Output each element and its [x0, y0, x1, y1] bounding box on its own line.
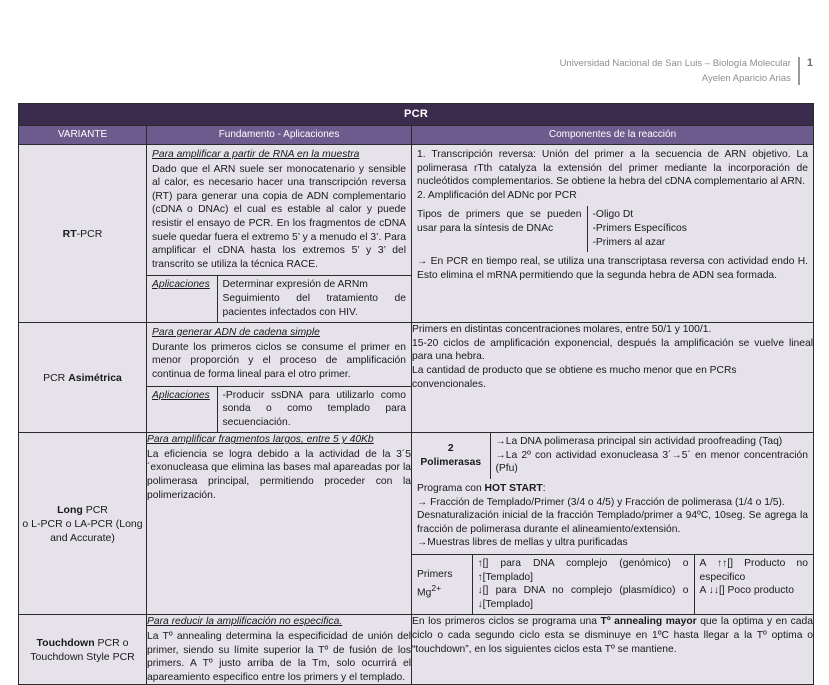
primers-tipos-row	[412, 206, 813, 252]
polimerasas-subtable	[412, 433, 813, 479]
variant-prefix: RT	[62, 227, 77, 240]
pcr-table-wrapper	[18, 103, 813, 685]
componentes-cell-long-pcr	[412, 433, 814, 615]
primer-type-item: -Primers Específicos	[592, 222, 687, 234]
polimerasa-item: →La 2º con actividad exonucleasa 3´→5´ en menor concentración (Pfu)	[495, 449, 808, 475]
table-title: PCR	[19, 104, 814, 126]
primers-tipos-list	[587, 206, 813, 252]
variant-rest-part: PCR	[82, 503, 108, 516]
fundamento-cell-pcr-asimetrica	[147, 323, 412, 433]
column-header-fundamento: Fundamento - Aplicaciones	[147, 126, 412, 145]
aplicaciones-content-cell	[217, 276, 411, 322]
aplicaciones-subtable	[147, 386, 411, 433]
fundamento-body: Dado que el ARN suele ser monocatenario y sensible al calor, es necesario hacer una transcripción reversa (RT) para generar una copia de ADN complementario (cDNA o DNAc) el cual es estable al calor y puede resistir el ensayo de PCR. En los fragmentos de cDNA suele quedar fuera el extremo 5’ y a menudo el 3’. Para amplificar el cDNA hasta los extremos 5’ y 3’ del transcrito se utiliza la técnica RACE.	[152, 163, 406, 270]
primers-result-cell	[694, 555, 813, 615]
primers-effect-item: ↓[] para DNA no complejo (plasmídico) o ↓[Templado]	[477, 585, 689, 610]
fundamento-cell-rt-pcr	[147, 145, 412, 323]
componentes-keyword: Tº annealing mayor	[600, 616, 697, 628]
componentes-desnaturalizacion: Desnaturalización inicial de la fracción Templado/primer a 94ºC, 10seg. Se agrega la fracción de polimerasa durante el alineamiento/extensión.	[417, 510, 808, 535]
variant-line-2: Touchdown Style PCR	[30, 650, 135, 663]
page-number: 1	[806, 57, 813, 69]
componentes-cell-touchdown-pcr	[412, 615, 814, 685]
fundamento-headline: Para amplificar a partir de RNA en la muestra	[152, 149, 360, 160]
hot-start-prefix: Programa con	[417, 483, 485, 495]
fundamento-cell-long-pcr	[147, 433, 412, 615]
document-header-text	[560, 56, 798, 86]
primers-mg-labels-cell	[412, 555, 472, 615]
table-column-header-row	[19, 126, 814, 145]
magnesium-charge: 2+	[431, 583, 442, 593]
aplicaciones-item: Determinar expresión de ARNm	[222, 279, 368, 291]
variant-name-long-pcr	[19, 433, 147, 615]
componentes-line-2: 15-20 ciclos de amplificación exponencial, después la amplificación se vuelve lineal para una hebra.	[412, 337, 813, 363]
variant-suffix: -PCR	[76, 227, 103, 240]
polimerasa-item: →La DNA polimerasa principal sin actividad proofreading (Taq)	[495, 436, 783, 448]
primers-tipos-subtable	[412, 206, 813, 252]
primers-label: Primers	[417, 569, 453, 581]
column-header-componentes: Componentes de la reacción	[412, 126, 814, 145]
componentes-step-2: 2. Amplificación del ADNc por PCR	[417, 189, 577, 201]
polimerasas-label-cell	[412, 433, 490, 479]
fundamento-text-block	[147, 145, 411, 275]
componentes-line-3: La cantidad de producto que se obtiene es mucho menor que en PCRs convencionales.	[412, 364, 737, 390]
fundamento-headline: Para generar ADN de cadena simple	[152, 327, 320, 339]
table-row	[19, 433, 814, 615]
table-row	[19, 615, 814, 685]
variant-line-1	[19, 503, 146, 517]
variant-line-2: o L-PCR o LA-PCR (Long	[22, 517, 143, 530]
hot-start-keyword: HOT START	[484, 483, 543, 495]
table-row	[19, 145, 814, 323]
primers-effect-cell	[472, 555, 694, 615]
primers-tipos-label: Tipos de primers que se pueden usar para la síntesis de DNAc	[412, 206, 587, 252]
componentes-prefix: En los primeros ciclos se programa una	[412, 616, 601, 628]
componentes-line-1: Primers en distintas concentraciones molares, entre 50/1 y 100/1.	[412, 324, 712, 336]
primers-mg-row	[412, 555, 813, 615]
fundamento-body: Durante los primeros ciclos se consume el primer en menor proporción y el proceso de amplificación continua de forma lineal para el otro primer.	[152, 341, 406, 380]
componentes-suffix: que la optima y en cada ciclo o cada segundo ciclo esta se disminuye en 1ºC hasta llegar a la Tº optima o “touchdown”, en los siguientes ciclos esta Tº se mantiene.	[412, 616, 813, 655]
componentes-cell-pcr-asimetrica	[412, 323, 814, 433]
primers-result-item: A ↓↓[] Poco producto	[699, 585, 794, 597]
variant-rest-part: PCR o	[94, 636, 129, 649]
variant-name-rt-pcr	[19, 145, 147, 323]
aplicaciones-item: Seguimiento del tratamiento de pacientes infectados con HIV.	[222, 292, 406, 318]
componentes-description	[412, 615, 813, 656]
variant-line-3: and Accurate)	[50, 531, 115, 544]
header-line-institution: Universidad Nacional de San Luis – Biología Molecular	[559, 58, 791, 69]
aplicaciones-label: Aplicaciones	[152, 389, 210, 401]
primer-type-item: -Primers al azar	[592, 236, 666, 248]
header-line-author: Ayelen Aparicio Arias	[701, 73, 791, 84]
hot-start-suffix: :	[542, 483, 546, 495]
componentes-note: → En PCR en tiempo real, se utiliza una transcriptasa reversa con actividad endo H. Esto elimina el mRNA permitiendo que la segunda hebra de ADN sea formada.	[417, 256, 808, 281]
componentes-program-block	[412, 479, 813, 554]
aplicaciones-label: Aplicaciones	[152, 279, 210, 291]
variant-name-pcr-asimetrica	[19, 323, 147, 433]
componentes-note-block	[412, 252, 813, 286]
magnesium-label	[417, 582, 467, 600]
primers-effect-item: ↑[] para DNA complejo (genómico) o ↑[Templado]	[477, 558, 689, 583]
aplicaciones-content-cell: -Producir ssDNA para utilizarlo como sonda o como templado para secuenciación.	[217, 386, 411, 432]
componentes-cell-rt-pcr	[412, 145, 814, 323]
aplicaciones-row	[147, 276, 411, 322]
fundamento-cell-touchdown-pcr	[147, 615, 412, 685]
fundamento-text-block	[147, 323, 411, 385]
componentes-step-1: 1. Transcripción reversa: Unión del primer a la secuencia de ARN objetivo. La polimerasa rTth catalyza la extensión del primer mediante la incorporación de nucleótidos complementarios. Se obtiene la hebra del cDNA complementario al ARN.	[417, 149, 808, 188]
pcr-table	[18, 103, 814, 685]
polimerasas-count: 2	[447, 443, 454, 455]
componentes-fraccion: → Fracción de Templado/Primer (3/4 o 4/5) y Fracción de polimerasa (1/4 o 1/5).	[417, 496, 785, 508]
variant-bold-part: Touchdown	[36, 636, 95, 649]
aplicaciones-label-cell	[147, 276, 217, 322]
variant-name-touchdown-pcr	[19, 615, 147, 685]
hot-start-line	[417, 482, 808, 496]
table-title-row	[19, 104, 814, 126]
variant-prefix: PCR	[43, 371, 69, 384]
magnesium-symbol: Mg	[417, 587, 432, 599]
variant-line-1	[19, 636, 146, 650]
fundamento-body: La eficiencia se logra debido a la actividad de la 3´5´exonucleasa que elimina las bases mal apareadas por la polimerasa principal, permitiendo proceder con la polimerización.	[147, 448, 411, 501]
componentes-muestras: →Muestras libres de mellas y ultra purificadas	[417, 537, 628, 549]
polimerasas-label: Polimerasas	[420, 456, 482, 468]
aplicaciones-label-cell	[147, 386, 217, 432]
componentes-text-block	[412, 145, 813, 206]
fundamento-headline: Para reducir la amplificación no especifica.	[147, 616, 343, 628]
table-row	[19, 323, 814, 433]
polimerasas-list-cell	[490, 433, 813, 479]
polimerasas-row	[412, 433, 813, 479]
aplicaciones-row	[147, 386, 411, 432]
fundamento-body: La Tº annealing determina la especificidad de unión del primer, siendo su límite superior la Tº de fusión de los primers. A Tº justo arriba de la Tm, solo ocurrirá el apareamiento especifico entre los primers y el templado.	[147, 631, 411, 683]
fundamento-headline: Para amplificar fragmentos largos, entre 5 y 40Kb	[147, 434, 374, 446]
primers-mg-subtable	[412, 554, 813, 614]
document-header	[560, 56, 813, 86]
aplicaciones-subtable	[147, 275, 411, 322]
variant-bold-part: Long	[57, 503, 83, 516]
column-header-variante: VARIANTE	[19, 126, 147, 145]
variant-suffix: Asimétrica	[68, 371, 122, 384]
primers-result-item: A ↑↑[] Producto no especifico	[699, 558, 808, 583]
primer-type-item: -Oligo Dt	[592, 209, 634, 221]
